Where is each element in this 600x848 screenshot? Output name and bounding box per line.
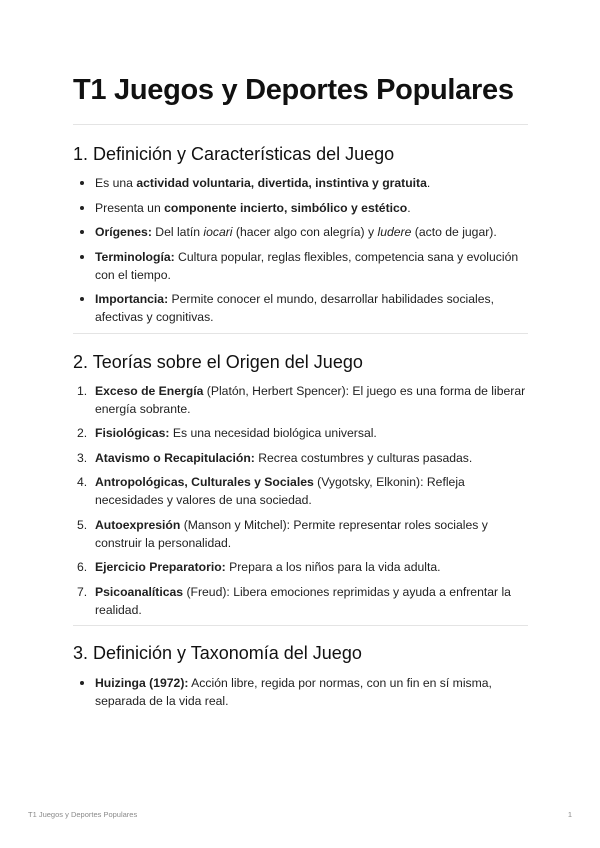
list-item: Terminología: Cultura popular, reglas flexibles, competencia sana y evolución con el tiempo. (73, 248, 528, 284)
divider (73, 625, 528, 626)
list-item: Es una actividad voluntaria, divertida, instintiva y gratuita. (73, 174, 528, 192)
list-item: 7. Psicoanalíticas (Freud): Libera emociones reprimidas y ayuda a enfrentar la realidad. (77, 584, 511, 617)
numbered-list (73, 382, 528, 619)
list-item: Importancia: Permite conocer el mundo, desarrollar habilidades sociales, afectivas y cognitivas. (73, 290, 528, 326)
page-footer (28, 810, 572, 819)
section-heading: 2. Teorías sobre el Origen del Juego (73, 351, 363, 372)
list-item: Huizinga (1972): Acción libre, regida por normas, con un fin en sí misma, separada de la vida real. (73, 674, 528, 710)
section-definicion (73, 142, 528, 326)
footer-title: T1 Juegos y Deportes Populares (28, 810, 138, 819)
page-number: 1 (567, 810, 572, 819)
section-taxonomia (73, 641, 528, 710)
list-item: Orígenes: Del latín iocari (hacer algo con alegría) y ludere (acto de jugar). (73, 223, 528, 241)
list-item: Presenta un componente incierto, simbólico y estético. (73, 199, 528, 217)
divider (73, 333, 528, 334)
list-item: 3. Atavismo o Recapitulación: Recrea costumbres y culturas pasadas. (77, 450, 473, 465)
divider (73, 124, 528, 125)
bullet-list (73, 174, 528, 326)
document-page (73, 72, 528, 717)
list-item: 6. Ejercicio Preparatorio: Prepara a los niños para la vida adulta. (77, 560, 441, 574)
section-teorias (73, 350, 528, 619)
list-item: 1. Exceso de Energía (Platón, Herbert Spencer): El juego es una forma de liberar energía sobrante. (77, 383, 526, 416)
list-item: 2. Fisiológicas: Es una necesidad biológica universal. (77, 426, 377, 440)
section-heading: 3. Definición y Taxonomía del Juego (73, 643, 362, 663)
section-heading: 1. Definición y Características del Juego (73, 144, 395, 164)
bullet-list (73, 674, 528, 710)
page-title: T1 Juegos y Deportes Populares (73, 74, 514, 106)
list-item: 4. Antropológicas, Culturales y Sociales (Vygotsky, Elkonin): Refleja necesidades y valores de una sociedad. (77, 475, 465, 507)
list-item: 5. Autoexpresión (Manson y Mitchel): Permite representar roles sociales y construir la personalidad. (77, 517, 488, 550)
